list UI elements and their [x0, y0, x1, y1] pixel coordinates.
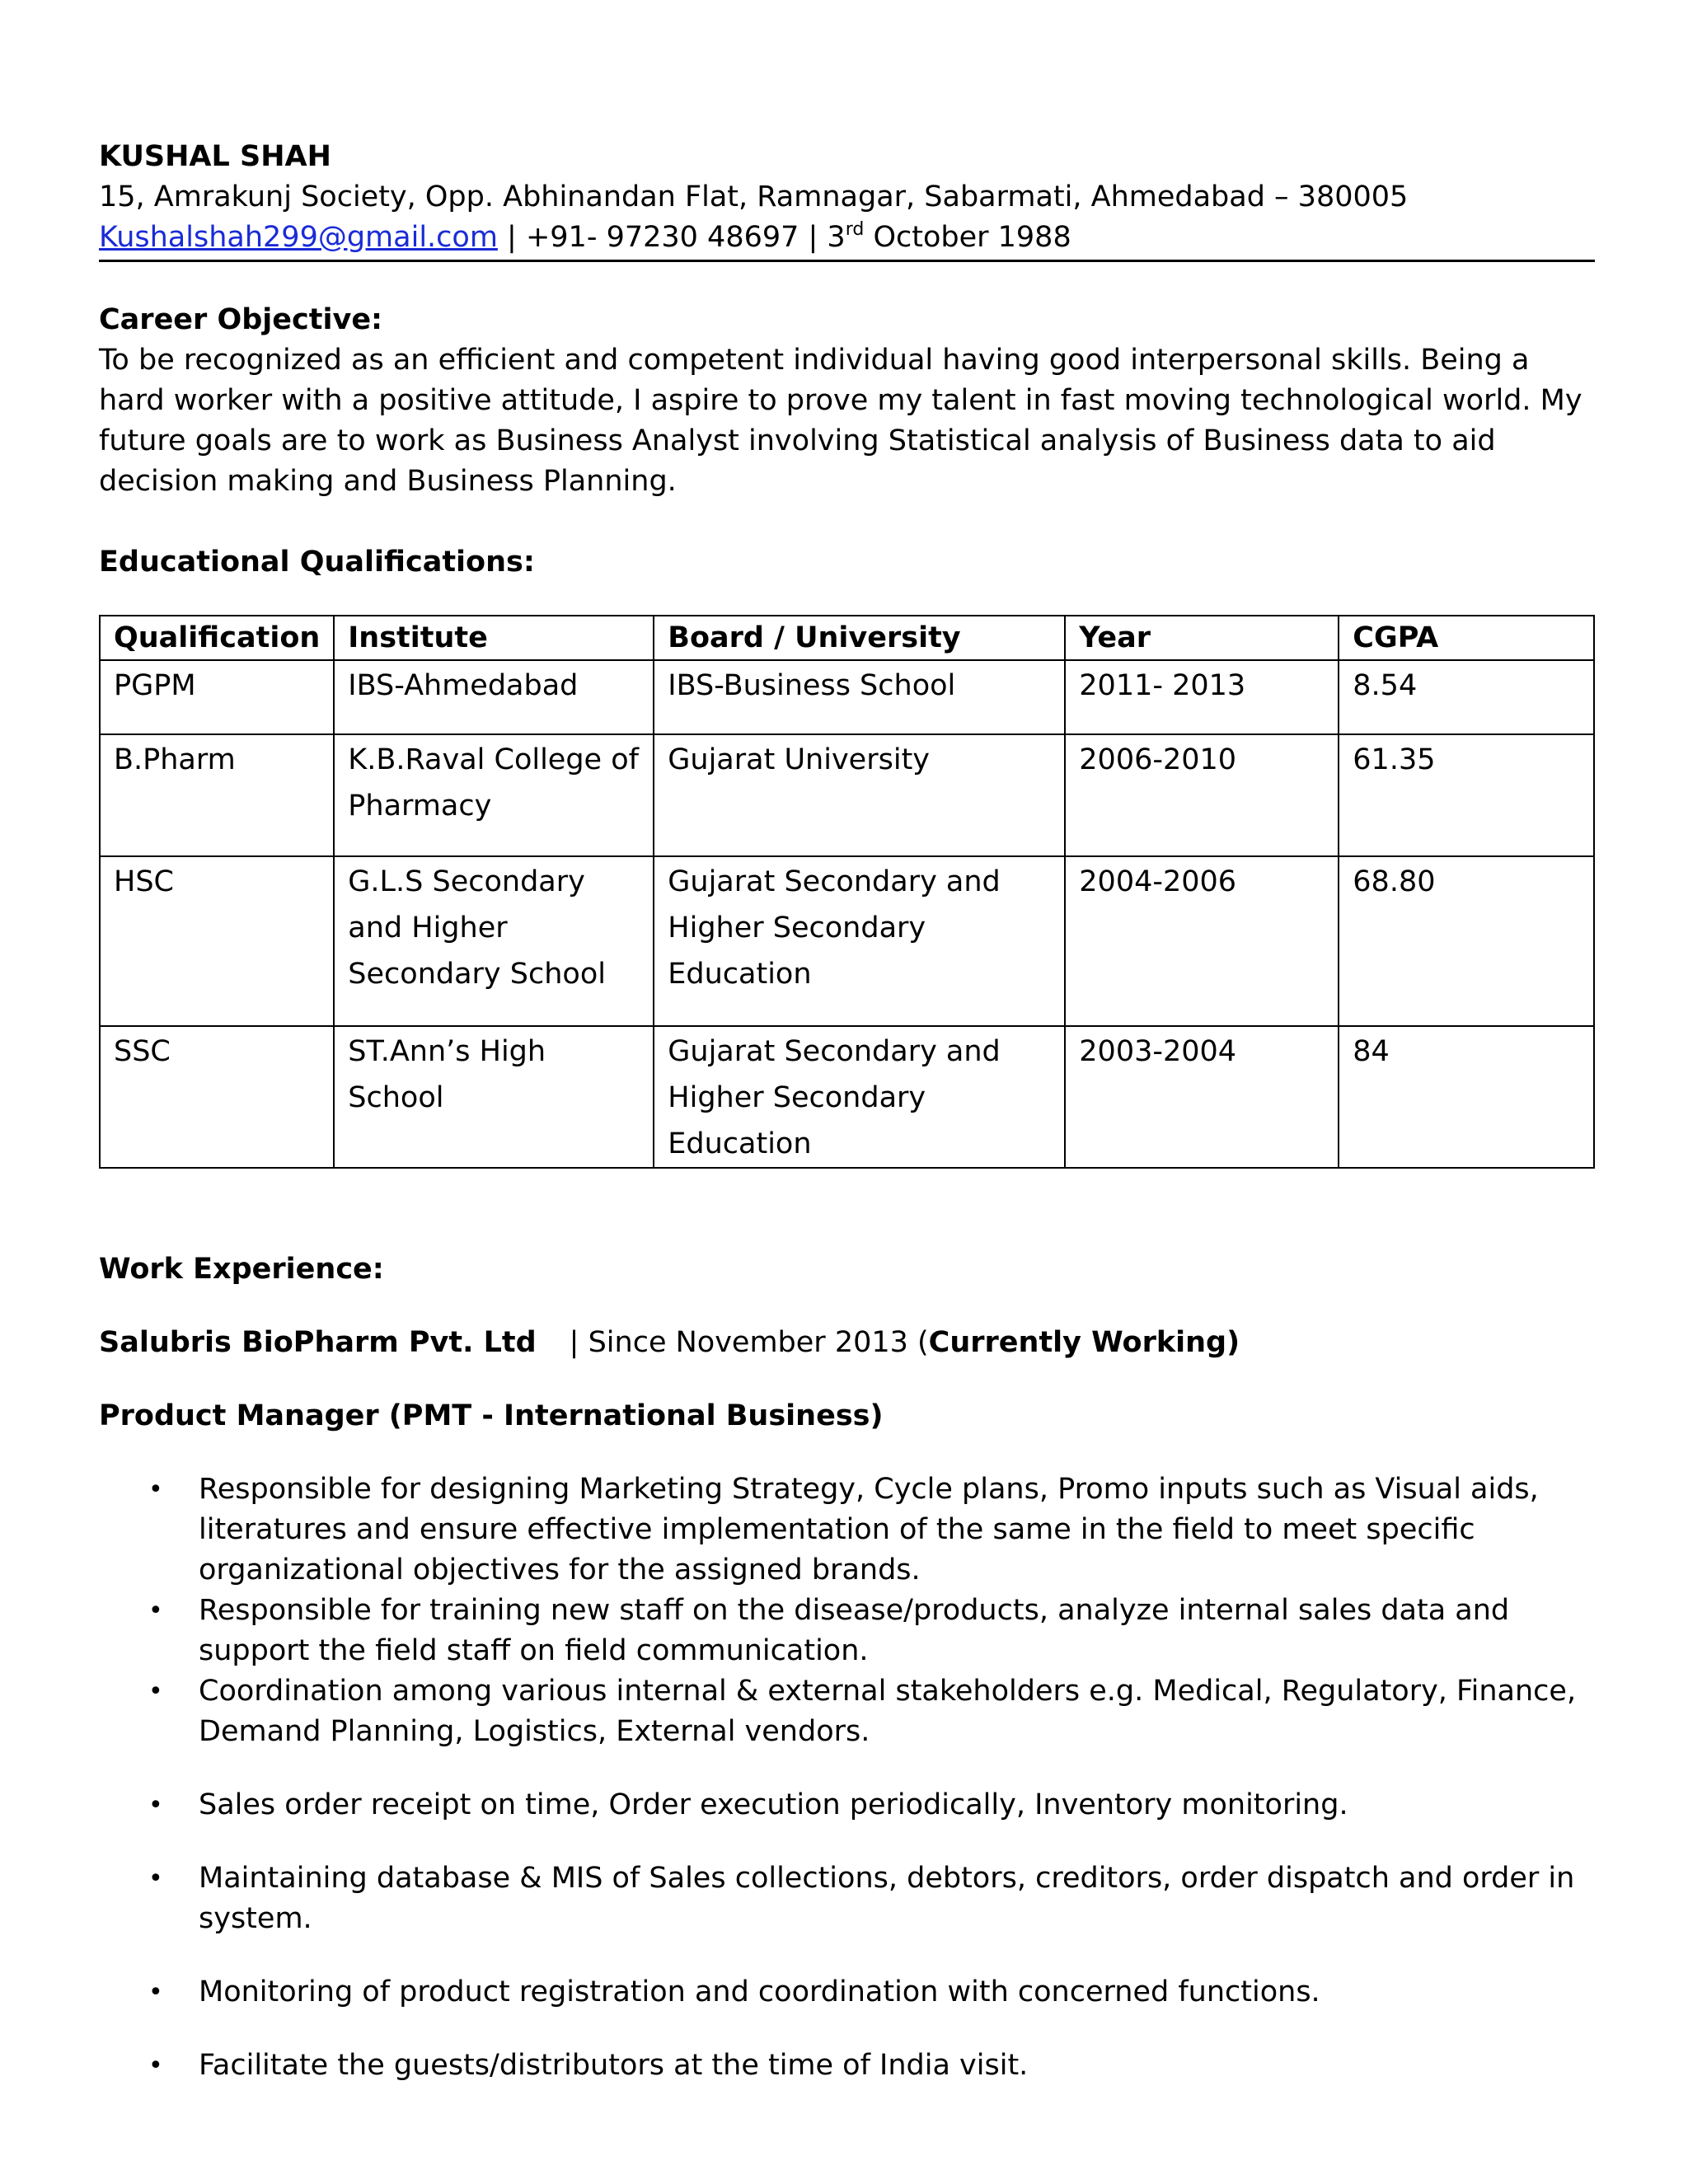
cell-year: 2003-2004 [1065, 1026, 1339, 1168]
duty-text: Responsible for training new staff on the disease/products, analyze internal sales data and support the field staff on field communication. [199, 1594, 1510, 1667]
cell-institute: G.L.S Secondary and Higher Secondary School [334, 856, 654, 1026]
list-item [99, 1858, 1595, 1939]
duty-text: Maintaining database & MIS of Sales collections, debtors, creditors, order dispatch and order in system. [199, 1862, 1575, 1935]
work-experience-heading: Work Experience: [99, 1253, 384, 1286]
since-text: | Since November 2013 ( [569, 1326, 929, 1359]
table-row [100, 1026, 1594, 1168]
cell-board: Gujarat University [654, 734, 1065, 856]
table-header-row [100, 616, 1594, 660]
column-header-year: Year [1065, 616, 1339, 660]
company-name: Salubris BioPharm Pvt. Ltd [99, 1326, 537, 1359]
list-item [99, 1591, 1595, 1671]
cell-qualification: HSC [100, 856, 334, 1026]
dob-ordinal: rd [845, 219, 865, 240]
education-heading: Educational Qualifications: [99, 546, 535, 579]
cell-board: IBS-Business School [654, 660, 1065, 734]
contact-line [99, 218, 1595, 262]
bullet-icon: • [148, 2051, 163, 2080]
table-row [100, 660, 1594, 734]
cell-institute: ST.Ann’s High School [334, 1026, 654, 1168]
cell-cgpa: 68.80 [1339, 856, 1594, 1026]
cell-cgpa: 61.35 [1339, 734, 1594, 856]
candidate-address: 15, Amrakunj Society, Opp. Abhinandan Flat, Ramnagar, Sabarmati, Ahmedabad – 380005 [99, 180, 1409, 213]
email-link[interactable]: Kushalshah299@gmail.com [99, 221, 498, 254]
duty-text: Monitoring of product registration and coordination with concerned functions. [199, 1975, 1320, 2008]
bullet-icon: • [148, 1677, 163, 1706]
column-header-cgpa: CGPA [1339, 616, 1594, 660]
list-item [99, 1671, 1595, 1752]
career-objective-text: To be recognized as an efficient and competent individual having good interpersonal skills. Being a hard worker with a positive attitude, I aspire to prove my talent in fast moving technological world. My future goals are to work as Business Analyst involving Statistical analysis of Business data to aid decision making and Business Planning. [99, 344, 1582, 498]
cell-institute: K.B.Raval College of Pharmacy [334, 734, 654, 856]
duty-text: Responsible for designing Marketing Strategy, Cycle plans, Promo inputs such as Visual aids, literatures and ensure effective implementation of the same in the field to meet specific organizational objectives for the assigned brands. [199, 1473, 1539, 1586]
duty-text: Facilitate the guests/distributors at the time of India visit. [199, 2049, 1029, 2082]
candidate-name: KUSHAL SHAH [99, 140, 331, 173]
cell-board: Gujarat Secondary and Higher Secondary Education [654, 856, 1065, 1026]
table-row [100, 734, 1594, 856]
bullet-icon: • [148, 1978, 163, 2007]
cell-cgpa: 84 [1339, 1026, 1594, 1168]
duty-text: Coordination among various internal & external stakeholders e.g. Medical, Regulatory, Finance, Demand Planning, Logistics, External vendors. [199, 1675, 1577, 1748]
bullet-icon: • [148, 1475, 163, 1504]
cell-cgpa: 8.54 [1339, 660, 1594, 734]
resume-content [99, 137, 1595, 2086]
cell-board: Gujarat Secondary and Higher Secondary Education [654, 1026, 1065, 1168]
current-status: Currently Working) [928, 1326, 1240, 1359]
list-item [99, 2046, 1595, 2086]
duties-list [99, 1469, 1595, 2086]
bullet-icon: • [148, 1864, 163, 1893]
cell-year: 2006-2010 [1065, 734, 1339, 856]
column-header-qualification: Qualification [100, 616, 334, 660]
company-line [99, 1323, 1595, 1363]
table-row [100, 856, 1594, 1026]
bullet-icon: • [148, 1791, 163, 1820]
bullet-icon: • [148, 1596, 163, 1625]
cell-institute: IBS-Ahmedabad [334, 660, 654, 734]
cell-qualification: B.Pharm [100, 734, 334, 856]
dob-text: October 1988 [864, 221, 1071, 254]
cell-qualification: SSC [100, 1026, 334, 1168]
column-header-institute: Institute [334, 616, 654, 660]
list-item [99, 1972, 1595, 2013]
education-table [99, 615, 1595, 1169]
job-role: Product Manager (PMT - International Business) [99, 1399, 884, 1432]
list-item [99, 1785, 1595, 1825]
cell-year: 2011- 2013 [1065, 660, 1339, 734]
column-header-board: Board / University [654, 616, 1065, 660]
list-item [99, 1469, 1595, 1591]
duty-text: Sales order receipt on time, Order execution periodically, Inventory monitoring. [199, 1788, 1348, 1821]
cell-year: 2004-2006 [1065, 856, 1339, 1026]
cell-qualification: PGPM [100, 660, 334, 734]
phone-text: | +91- 97230 48697 | 3 [497, 221, 846, 254]
career-objective-heading: Career Objective: [99, 303, 383, 336]
